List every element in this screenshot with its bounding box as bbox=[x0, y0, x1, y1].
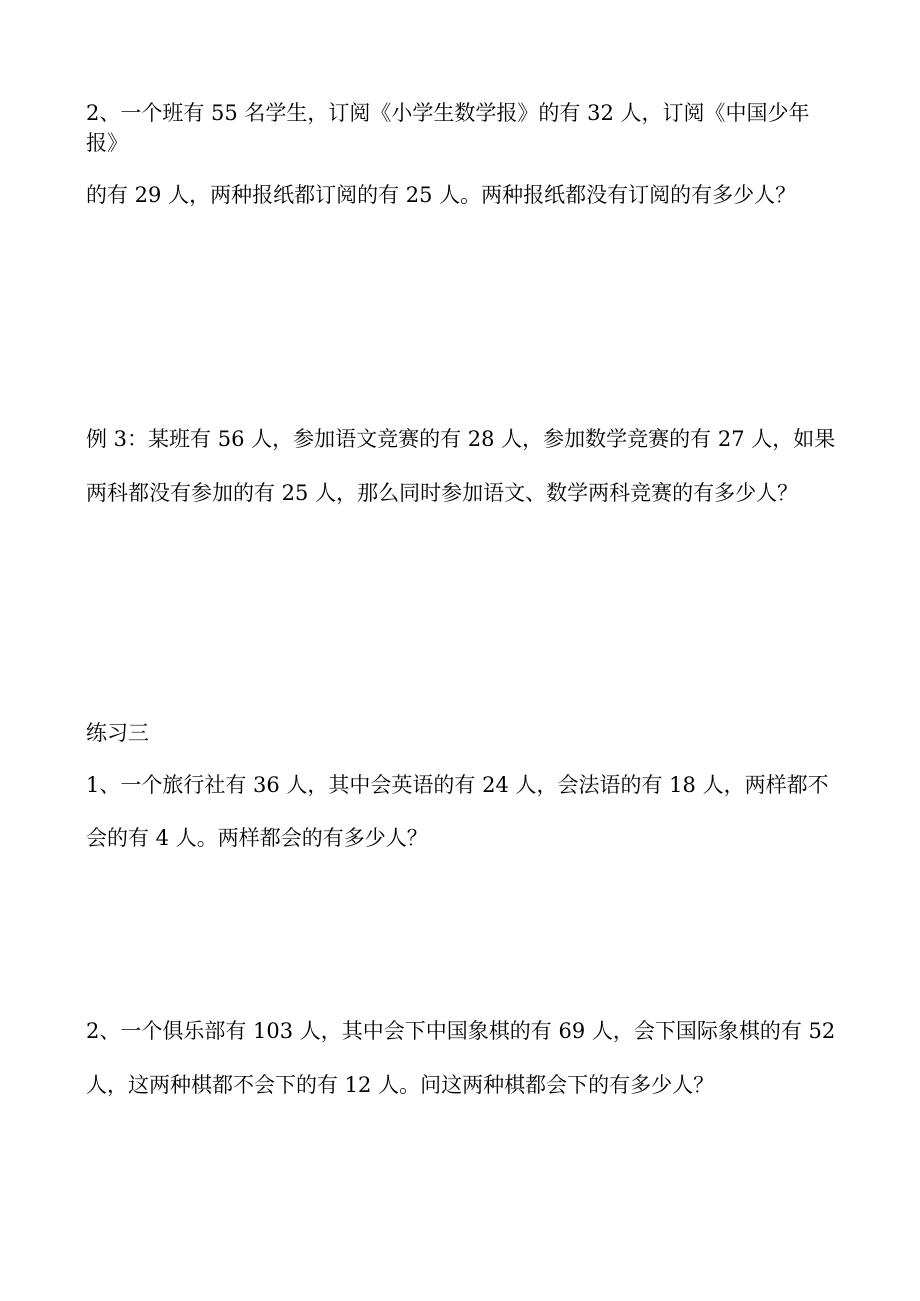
problem-2-line-2: 报》 bbox=[86, 131, 128, 155]
problem-2-line-1: 2、一个班有 55 名学生，订阅《小学生数学报》的有 32 人，订阅《中国少年 bbox=[86, 101, 810, 125]
practice-3-question-1-line-2: 会的有 4 人。两样都会的有多少人？ bbox=[86, 826, 428, 850]
example-3-line-1: 例 3：某班有 56 人，参加语文竞赛的有 28 人，参加数学竞赛的有 27 人，如果 bbox=[86, 427, 836, 451]
practice-3-question-1-line-1: 1、一个旅行社有 36 人，其中会英语的有 24 人，会法语的有 18 人，两样都不 bbox=[86, 773, 829, 797]
practice-3-heading: 练习三 bbox=[86, 721, 149, 745]
example-3-line-2: 两科都没有参加的有 25 人，那么同时参加语文、数学两科竞赛的有多少人？ bbox=[86, 481, 799, 505]
practice-3-question-2-line-1: 2、一个俱乐部有 103 人，其中会下中国象棋的有 69 人，会下国际象棋的有 52 bbox=[86, 1019, 836, 1043]
problem-2-line-3: 的有 29 人，两种报纸都订阅的有 25 人。两种报纸都没有订阅的有多少人？ bbox=[86, 183, 797, 207]
practice-3-question-2-line-2: 人，这两种棋都不会下的有 12 人。问这两种棋都会下的有多少人？ bbox=[86, 1073, 715, 1097]
